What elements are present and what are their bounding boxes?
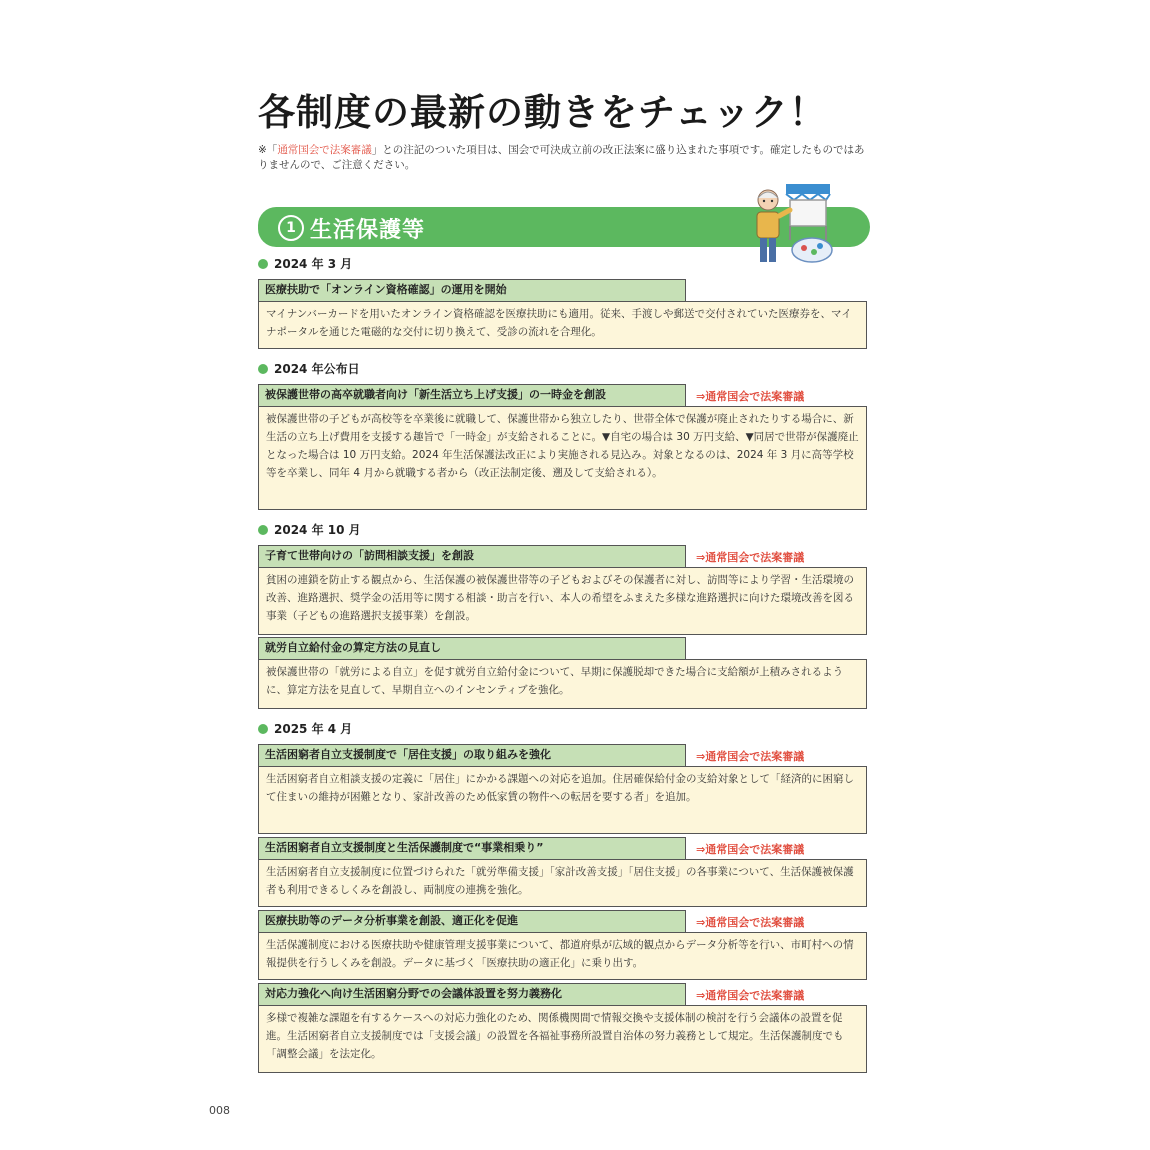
date-heading: 2024 年公布日	[258, 361, 360, 377]
item-body: 生活困窮者自立相談支援の定義に「居住」にかかる課題への対応を追加。住居確保給付金の支給対象として「経済的に困窮して住まいの維持が困難となり、家計改善のため低家賃の物件への転居を要する者」を追加。	[258, 766, 867, 834]
date-heading: 2025 年 4 月	[258, 721, 352, 737]
item-heading: 就労自立給付金の算定方法の見直し	[258, 637, 686, 659]
bullet-dot	[258, 724, 268, 734]
item-heading: 対応力強化へ向け生活困窮分野での会議体設置を努力義務化	[258, 983, 686, 1005]
date-heading: 2024 年 10 月	[258, 522, 361, 538]
item-body: 多様で複雑な課題を有するケースへの対応力強化のため、関係機関間で情報交換や支援体制の検討を行う会議体の設置を促進。生活困窮者自立支援制度では「支援会議」の設置を各福祉事務所設置自治体の努力義務として規定。生活保護制度でも「調整会議」を法定化。	[258, 1005, 867, 1073]
item-heading: 医療扶助等のデータ分析事業を創設、適正化を促進	[258, 910, 686, 932]
item-heading: 被保護世帯の高卒就職者向け「新生活立ち上げ支援」の一時金を創設	[258, 384, 686, 406]
intro-note	[258, 143, 870, 173]
legislative-note: ⇒通常国会で法案審議	[696, 390, 805, 403]
item-body: 被保護世帯の「就労による自立」を促す就労自立給付金について、早期に保護脱却できた場合に支給額が上積みされるように、算定方法を見直して、早期自立へのインセンティブを強化。	[258, 659, 867, 709]
item-heading: 医療扶助で「オンライン資格確認」の運用を開始	[258, 279, 686, 301]
page-number: 008	[209, 1104, 230, 1117]
legislative-note: ⇒通常国会で法案審議	[696, 551, 805, 564]
item-body: 貧困の連鎖を防止する観点から、生活保護の被保護世帯等の子どもおよびその保護者に対し、訪問等により学習・生活環境の改善、進路選択、奨学金の活用等に関する相談・助言を行い、本人の希望をふまえた多様な進路選択に向けた環境改善を図る事業（子どもの進路選択支援事業）を創設。	[258, 567, 867, 635]
item-heading: 生活困窮者自立支援制度と生活保護制度で“事業相乗り”	[258, 837, 686, 859]
legislative-note: ⇒通常国会で法案審議	[696, 843, 805, 856]
elderly-person-illustration	[746, 180, 836, 268]
bullet-dot	[258, 364, 268, 374]
bullet-dot	[258, 525, 268, 535]
page-title: 各制度の最新の動きをチェック！	[258, 91, 827, 134]
intro-suffix: 」との注記のついた項目は、国会で可決成立前の改正法案に盛り込まれた事項です。確定したものではありませんので、ご注意ください。	[258, 144, 865, 171]
date-heading: 2024 年 3 月	[258, 256, 352, 272]
section-label: 生活保護等	[310, 218, 426, 243]
intro-highlight: 通常国会で法案審議	[277, 144, 372, 156]
item-body: 被保護世帯の子どもが高校等を卒業後に就職して、保護世帯から独立したり、世帯全体で保護が廃止されたりする場合に、新生活の立ち上げ費用を支援する趣旨で「一時金」が支給されることに。▼自宅の場合は 30 万円支給、▼同居で世帯が保護廃止となった場合は 10 万円支給。2024 年生活保護法改正により実施される見込み。対象となるのは、2024 年 3 月に高等学校等を卒業し、同年 4 月から就職する者から（改正法制定後、遡及して支給される）。	[258, 406, 867, 510]
legislative-note: ⇒通常国会で法案審議	[696, 750, 805, 763]
legislative-note: ⇒通常国会で法案審議	[696, 916, 805, 929]
section-number: 1	[278, 215, 304, 241]
item-body: マイナンバーカードを用いたオンライン資格確認を医療扶助にも適用。従来、手渡しや郵送で交付されていた医療券を、マイナポータルを通じた電磁的な交付に切り換えて、受診の流れを合理化。	[258, 301, 867, 349]
item-heading: 生活困窮者自立支援制度で「居住支援」の取り組みを強化	[258, 744, 686, 766]
legislative-note: ⇒通常国会で法案審議	[696, 989, 805, 1002]
item-body: 生活保護制度における医療扶助や健康管理支援事業について、都道府県が広域的観点からデータ分析等を行い、市町村への情報提供を行うしくみを創設。データに基づく「医療扶助の適正化」に乗り出す。	[258, 932, 867, 980]
intro-prefix: ※「	[258, 144, 278, 156]
bullet-dot	[258, 259, 268, 269]
item-heading: 子育て世帯向けの「訪問相談支援」を創設	[258, 545, 686, 567]
item-body: 生活困窮者自立支援制度に位置づけられた「就労準備支援」「家計改善支援」「居住支援」の各事業について、生活保護被保護者も利用できるしくみを創設し、両制度の連携を強化。	[258, 859, 867, 907]
